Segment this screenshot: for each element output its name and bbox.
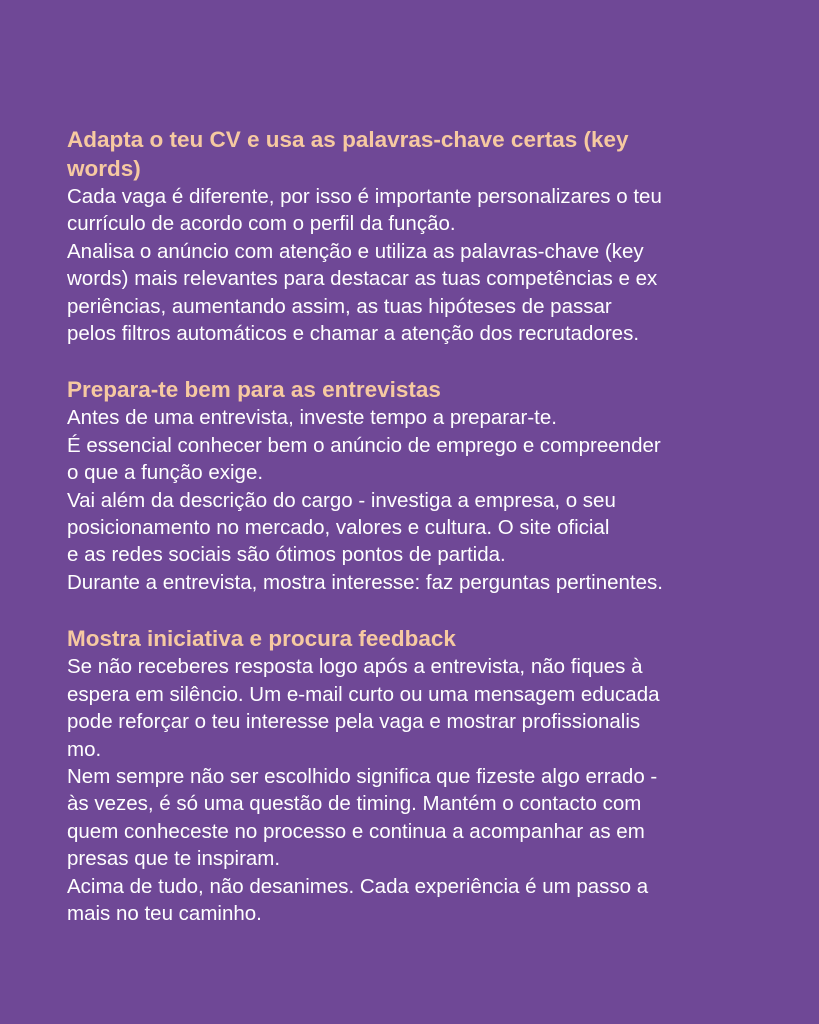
section-cv-keywords [67, 125, 757, 347]
paragraph: Durante a entrevista, mostra interesse: faz perguntas pertinentes. [67, 570, 663, 594]
paragraph: Vai além da descrição do cargo - investiga a empresa, o seu posicionamento no mercado, valores e cultura. O site oficial e as redes sociais são ótimos pontos de partida. [67, 488, 616, 567]
section-interviews [67, 375, 757, 596]
section-heading: Prepara-te bem para as entrevistas [67, 377, 441, 403]
paragraph: Nem sempre não ser escolhido significa que fizeste algo errado - às vezes, é só uma questão de timing. Mantém o contacto com quem conheceste no processo e continua a acompanhar as em presas que te inspiram. [67, 764, 658, 871]
paragraph: É essencial conhecer bem o anúncio de emprego e compreender o que a função exige. [67, 433, 661, 485]
paragraph: Se não receberes resposta logo após a entrevista, não fiques à espera em silêncio. Um e-mail curto ou uma mensagem educada pode reforçar o teu interesse pela vaga e mostrar profissionalis mo. [67, 655, 660, 761]
paragraph: Acima de tudo, não desanimes. Cada experiência é um passo a mais no teu caminho. [67, 874, 649, 925]
paragraph: Antes de uma entrevista, investe tempo a preparar-te. [67, 406, 557, 430]
section-heading: Mostra iniciativa e procura feedback [67, 626, 456, 652]
paragraph: Analisa o anúncio com atenção e utiliza as palavras-chave (key words) mais relevantes para destacar as tuas competências e ex periências, aumentando assim, as tuas hipóteses de passar pelos filtros automáticos e chamar a atenção dos recrutadores. [67, 239, 658, 346]
section-initiative-feedback [67, 624, 757, 927]
article-content [67, 125, 757, 955]
section-heading: Adapta o teu CV e usa as palavras-chave certas (key words) [67, 127, 629, 181]
paragraph: Cada vaga é diferente, por isso é importante personalizares o teu currículo de acordo com o perfil da função. [67, 185, 662, 236]
